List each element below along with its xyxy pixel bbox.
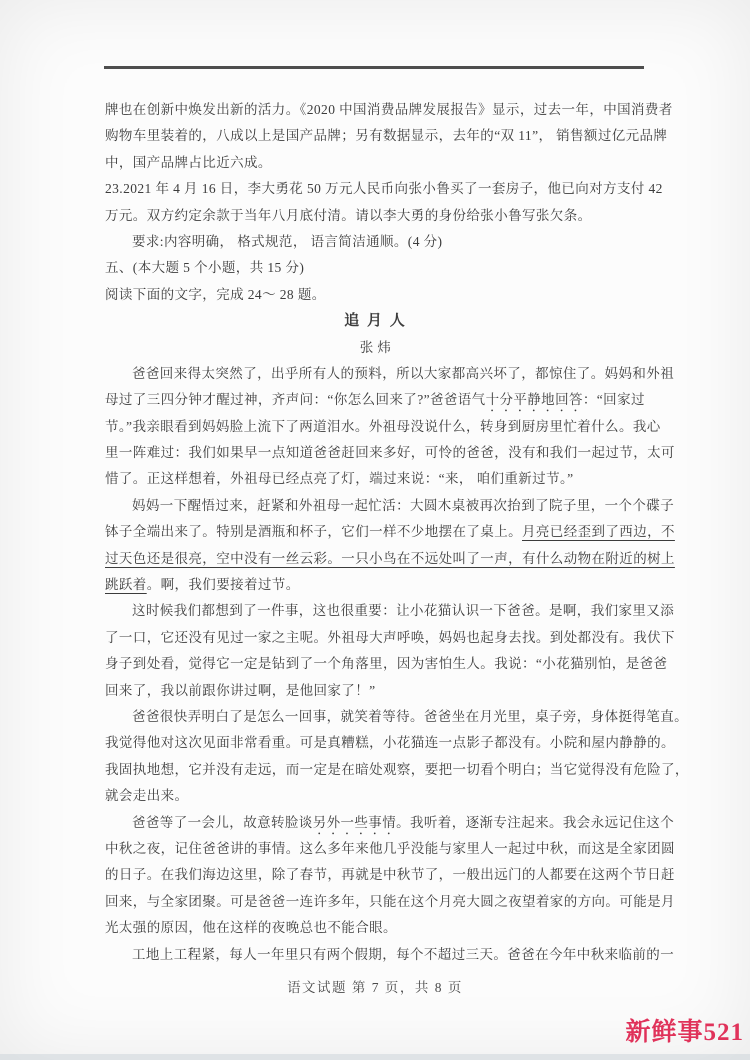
text-line — [105, 704, 688, 730]
header-rule — [104, 66, 644, 69]
text-segment: 回来了，我以前跟你讲过啊，是他回家了！” — [105, 682, 376, 698]
text-segment: 五、(本大题 5 个小题，共 15 分) — [105, 260, 305, 276]
document-body — [105, 97, 689, 968]
text-line — [105, 493, 675, 519]
text-line — [105, 361, 675, 387]
text-segment: 这时候我们都想到了一件事，这也很重要：让小花猫认识一下爸爸。是啊，我们家里又添 — [132, 603, 675, 619]
text-line — [105, 625, 675, 651]
text-segment: 张 炜 — [359, 339, 392, 355]
underlined-text: 过天色还是很亮，空中没有一丝云彩。一只小鸟在不远处叫了一声，有什么动物在附近的树上 — [105, 550, 675, 566]
text-line — [105, 889, 675, 915]
text-line — [105, 862, 675, 888]
text-line — [105, 282, 646, 308]
text-line — [105, 519, 675, 545]
text-line — [105, 757, 689, 783]
text-segment: ：“回家过 — [582, 392, 645, 408]
text-line — [105, 229, 646, 255]
text-segment: 节。”我亲眼看到妈妈脸上流下了两道泪水。外祖母没说什么，转身到厨房里忙着什么。我心 — [105, 418, 661, 434]
text-segment: 母过了三四分钟才醒过神，齐声问：“你怎么回来了?”爸爸语气 — [105, 392, 486, 408]
underlined-text: 跳跃着 — [105, 577, 147, 593]
text-segment: 。我听着，逐渐专注起来。我会永远记住这个 — [396, 814, 675, 830]
text-segment: 光太强的原因，他在这样的夜晚总也不能合眼。 — [105, 920, 397, 936]
text-line — [105, 783, 646, 809]
text-line — [105, 440, 675, 466]
text-segment: 了一口，它还没有见过一家之主呢。外祖母大声呼唤，妈妈也起身去找。到处都没有。我伏下 — [105, 629, 675, 645]
watermark: 新鲜事521 — [625, 1019, 744, 1046]
text-segment: 爸爸回来得太突然了，出乎所有人的预料，所以大家都高兴坏了，都惊住了。妈妈和外祖 — [132, 365, 675, 381]
text-line — [105, 942, 675, 968]
text-line — [105, 598, 675, 624]
text-segment: 23.2021 年 4 月 16 日，李大勇花 50 万元人民币向张小鲁买了一套房子，他已向对方支付 42 — [105, 181, 663, 197]
text-line — [105, 546, 675, 572]
text-line — [105, 387, 646, 413]
text-segment: 钵子全端出来了。特别是酒瓶和杯子，它们一样不少地摆在了桌上。 — [105, 524, 522, 540]
text-segment: 万元。双方约定余款于当年八月底付清。请以李大勇的身份给张小鲁写张欠条。 — [105, 207, 592, 223]
text-line — [105, 810, 675, 836]
text-line — [105, 203, 646, 229]
text-segment: 惜了。正这样想着，外祖母已经点亮了灯，端过来说：“来， 咱们重新过节。” — [105, 471, 574, 487]
text-line — [105, 730, 675, 756]
text-segment: 牌也在创新中焕发出新的活力。《2020 中国消费品牌发展报告》显示，过去一年，中国消费者 — [105, 102, 673, 117]
text-segment: 要求:内容明确， 格式规范， 语言简洁通顺。(4 分) — [132, 233, 443, 249]
text-line — [105, 308, 646, 334]
text-segment: 阅读下面的文字，完成 24～ 28 题。 — [105, 286, 326, 302]
text-line — [105, 651, 668, 677]
emphasized-text: 十分平静地回答 — [485, 392, 583, 408]
text-line — [105, 97, 673, 123]
text-line — [105, 678, 646, 704]
text-segment: 爸爸等了一会儿，故意转脸谈 — [132, 814, 313, 830]
text-line — [105, 915, 646, 941]
text-line — [105, 414, 661, 440]
text-line — [105, 572, 646, 598]
text-segment: 购物车里装着的，八成以上是国产品牌；另有数据显示，去年的“双 11”， 销售额过亿元品牌 — [105, 128, 668, 144]
text-segment: 妈妈一下醒悟过来，赶紧和外祖母一起忙活：大圆木桌被再次抬到了院子里，一个个碟子 — [132, 497, 675, 513]
text-segment: 里一阵难过：我们如果早一点知道爸爸赶回来多好，可怜的爸爸，没有和我们一起过节，太可 — [105, 445, 675, 461]
text-line — [105, 836, 675, 862]
text-segment: 的日子。在我们海边这里，除了春节，再就是中秋节了，一般出远门的人都要在这两个节日赶 — [105, 867, 675, 883]
text-segment: 中，国产品牌占比近六成。 — [105, 154, 272, 170]
text-segment: 追 月 人 — [344, 313, 407, 330]
page-footer: 语文试题 第 7 页，共 8 页 — [287, 980, 463, 995]
text-segment: 回来，与全家团聚。可是爸爸一连许多年，只能在这个月亮大圆之夜望着家的方向。可能是月 — [105, 893, 675, 909]
text-segment: 我觉得他对这次见面非常看重。可是真糟糕，小花猫连一点影子都没有。小院和屋内静静的。 — [105, 735, 675, 751]
text-segment: 爸爸很快弄明白了是怎么一回事，就笑着等待。爸爸坐在月光里，桌子旁，身体挺得笔直。 — [132, 708, 688, 724]
text-line — [105, 466, 646, 492]
text-line — [105, 123, 668, 149]
text-line — [105, 150, 646, 176]
text-segment: 我固执地想，它并没有走远，而一定是在暗处观察，要把一切看个明白；当它觉得没有危险了， — [105, 761, 689, 777]
underlined-text: 月亮已经歪到了西边，不 — [522, 524, 675, 540]
text-segment: 工地上工程紧，每人一年里只有两个假期，每个不超过三天。爸爸在今年中秋来临前的一 — [132, 946, 675, 962]
text-line — [105, 255, 646, 281]
text-segment: 。啊，我们要接着过节。 — [146, 577, 300, 593]
text-segment: 中秋之夜，记住爸爸讲的事情。这么多年来他几乎没能与家里人一起过中秋，而这是全家团圆 — [105, 840, 675, 856]
emphasized-text: 另外一些事情 — [312, 814, 397, 830]
text-segment: 身子到处看，觉得它一定是钻到了一个角落里，因为害怕生人。我说：“小花猫别怕，是爸爸 — [105, 656, 668, 672]
text-line — [105, 176, 663, 202]
text-line — [105, 335, 646, 361]
text-segment: 就会走出来。 — [105, 788, 189, 804]
